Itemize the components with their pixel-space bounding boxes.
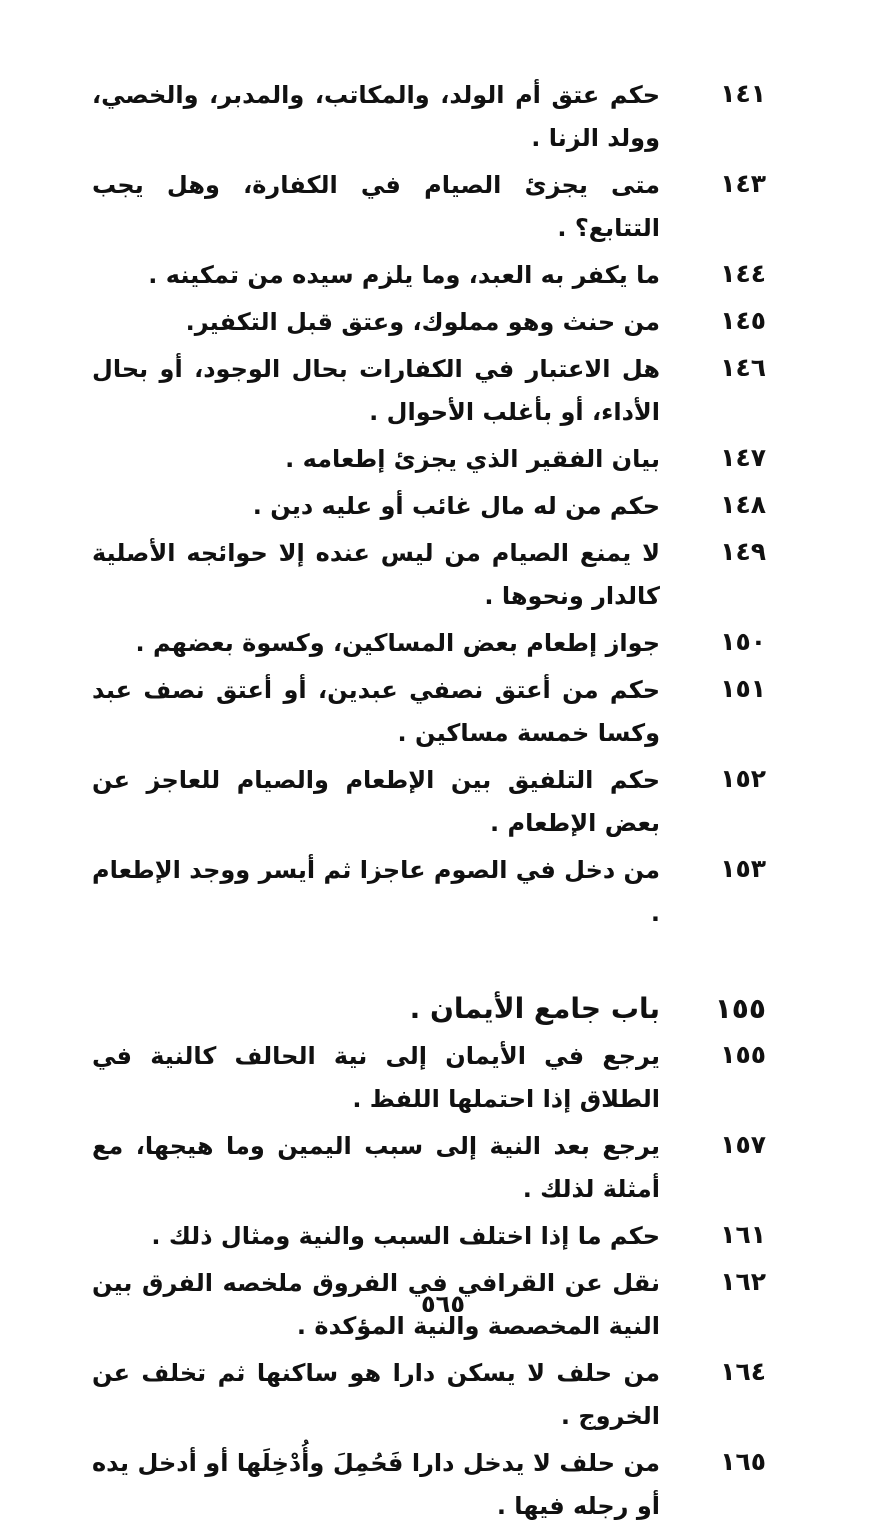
toc-entry xyxy=(92,254,778,297)
entry-page-number: ١٤٧ xyxy=(720,443,766,472)
entry-title: هل الاعتبار في الكفارات بحال الوجود، أو بحال الأداء، أو بأغلب الأحوال . xyxy=(92,355,660,426)
toc-entry xyxy=(92,1352,778,1438)
entry-title: متى يجزئ الصيام في الكفارة، وهل يجب التتابع؟ . xyxy=(92,171,660,242)
entry-title: حكم من له مال غائب أو عليه دين . xyxy=(252,492,660,520)
page-number: ٥٦٥ xyxy=(421,1290,465,1318)
entry-page-number: ١٤١ xyxy=(720,79,766,108)
entry-page-number: ١٥٢ xyxy=(720,764,766,793)
entry-title: حكم ما إذا اختلف السبب والنية ومثال ذلك . xyxy=(151,1222,660,1250)
toc-entry xyxy=(92,669,778,755)
entry-title: ما يكفر به العبد، وما يلزم سيده من تمكينه . xyxy=(148,261,660,289)
entry-title: حكم عتق أم الولد، والمكاتب، والمدبر، والخصي، وولد الزنا . xyxy=(92,81,660,152)
entry-page-number: ١٥٥ xyxy=(720,1040,766,1069)
toc-entry xyxy=(92,1215,778,1258)
entry-title: حكم من أعتق نصفي عبدين، أو أعتق نصف عبد وكسا خمسة مساكين . xyxy=(92,676,660,747)
entry-page-number: ١٦١ xyxy=(720,1220,766,1249)
section-page-number: ١٥٥ xyxy=(714,992,766,1025)
toc-entry xyxy=(92,1125,778,1211)
entry-title: من حلف لا يدخل دارا فَحُمِلَ وأُدْخِلَها أو أدخل يده أو رجله فيها . xyxy=(92,1449,660,1520)
entry-title: يرجع في الأيمان إلى نية الحالف كالنية في الطلاق إذا احتملها اللفظ . xyxy=(92,1042,660,1113)
toc-entry xyxy=(92,164,778,250)
entry-title: من حنث وهو مملوك، وعتق قبل التكفير. xyxy=(185,308,660,336)
toc-entry xyxy=(92,532,778,618)
toc-entry xyxy=(92,1442,778,1528)
entry-page-number: ١٥١ xyxy=(720,674,766,703)
entry-page-number: ١٦٢ xyxy=(720,1267,766,1296)
toc-entry xyxy=(92,759,778,845)
entry-title: من دخل في الصوم عاجزا ثم أيسر ووجد الإطعام . xyxy=(92,856,660,927)
entry-title: يرجع بعد النية إلى سبب اليمين وما هيجها، مع أمثلة لذلك . xyxy=(92,1132,660,1203)
entry-page-number: ١٦٥ xyxy=(720,1447,766,1476)
entry-title: حكم التلفيق بين الإطعام والصيام للعاجز عن بعض الإطعام . xyxy=(92,766,660,837)
entry-page-number: ١٤٩ xyxy=(720,537,766,566)
entry-title: بيان الفقير الذي يجزئ إطعامه . xyxy=(285,445,660,473)
entry-title: لا يمنع الصيام من ليس عنده إلا حوائجه الأصلية كالدار ونحوها . xyxy=(92,539,660,610)
entry-page-number: ١٤٤ xyxy=(720,259,766,288)
entry-title: جواز إطعام بعض المساكين، وكسوة بعضهم . xyxy=(135,629,660,657)
section-title: باب جامع الأيمان . xyxy=(409,992,660,1025)
entry-page-number: ١٥٠ xyxy=(720,627,766,656)
toc-entry xyxy=(92,301,778,344)
entry-page-number: ١٤٨ xyxy=(720,490,766,519)
entry-page-number: ١٦٤ xyxy=(720,1357,766,1386)
entry-page-number: ١٤٦ xyxy=(720,353,766,382)
entry-title: نقل عن القرافي في الفروق ملخصه الفرق بين النية المخصصة والنية المؤكدة . xyxy=(92,1269,660,1340)
toc-entry xyxy=(92,849,778,935)
entry-page-number: ١٤٣ xyxy=(720,169,766,198)
toc-entry xyxy=(92,1035,778,1121)
entry-page-number: ١٤٥ xyxy=(720,306,766,335)
toc-entry xyxy=(92,74,778,160)
section-heading xyxy=(92,987,778,1031)
entry-page-number: ١٥٣ xyxy=(720,854,766,883)
toc-entry xyxy=(92,438,778,481)
toc-entry xyxy=(92,348,778,434)
toc-entry xyxy=(92,622,778,665)
toc-entry xyxy=(92,485,778,528)
section-spacer xyxy=(92,939,778,987)
entry-page-number: ١٥٧ xyxy=(720,1130,766,1159)
entry-title: من حلف لا يسكن دارا هو ساكنها ثم تخلف عن الخروج . xyxy=(92,1359,660,1430)
